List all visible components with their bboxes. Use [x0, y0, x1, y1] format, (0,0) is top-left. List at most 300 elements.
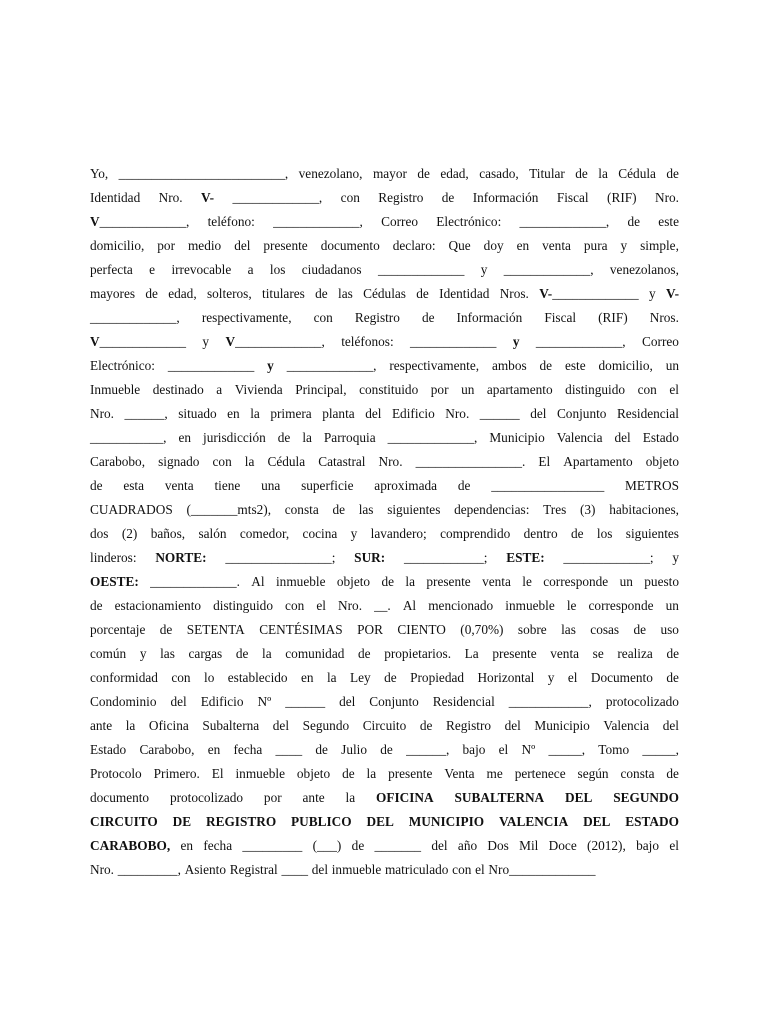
bold-word: DE — [172, 814, 192, 829]
word: porcentaje — [90, 622, 146, 637]
word-group — [273, 210, 363, 234]
text-line — [90, 234, 679, 258]
word: venta — [164, 478, 194, 493]
word: Información — [456, 310, 523, 325]
word: Identidad — [439, 286, 490, 301]
word: Oficina — [148, 718, 189, 733]
word-group — [568, 666, 578, 690]
word-group — [461, 378, 474, 402]
word-group — [536, 330, 626, 354]
word: Condominio — [90, 694, 157, 709]
bold-word: DEL — [565, 790, 593, 805]
word: ________________. — [415, 454, 526, 469]
word-group — [557, 426, 603, 450]
word: irrevocable — [171, 262, 232, 277]
word-group — [617, 642, 652, 666]
word-group — [669, 378, 679, 402]
word: del — [431, 838, 448, 853]
word-group — [287, 354, 377, 378]
word: Nro. — [158, 190, 183, 205]
word: de — [235, 646, 249, 661]
word-group — [285, 690, 325, 714]
word: y — [648, 286, 656, 301]
text-line — [90, 594, 679, 618]
word-group — [314, 306, 333, 330]
word-group — [376, 786, 434, 810]
word: de — [419, 718, 433, 733]
word-group — [500, 282, 529, 306]
word: objeto — [645, 454, 679, 469]
word-group — [201, 690, 244, 714]
word: de — [441, 190, 455, 205]
word-group — [666, 282, 679, 306]
word: de — [666, 670, 679, 685]
word-group — [431, 834, 447, 858]
text-line — [90, 162, 679, 186]
word-group — [90, 546, 137, 570]
word-group — [598, 306, 628, 330]
word: de — [384, 670, 397, 685]
word-group — [589, 594, 654, 618]
word-group — [318, 450, 365, 474]
word-group — [170, 690, 186, 714]
word: _______ — [374, 838, 422, 853]
word-group — [482, 570, 511, 594]
word: Nro. — [378, 454, 403, 469]
word-group — [613, 786, 679, 810]
bold-word: CARABOBO, — [90, 838, 171, 853]
word: de — [416, 286, 429, 301]
word-group — [188, 234, 221, 258]
word: pura — [583, 238, 608, 253]
word: _____________ — [552, 286, 639, 301]
word-group — [479, 162, 519, 186]
word: el — [567, 670, 578, 685]
word-group — [297, 762, 330, 786]
bold-word: SUBALTERNA — [454, 790, 545, 805]
word: se — [592, 646, 604, 661]
word-group — [381, 570, 394, 594]
word-group — [278, 426, 291, 450]
word-group — [515, 762, 566, 786]
word: Que — [448, 238, 471, 253]
word-group — [410, 666, 464, 690]
word: del — [365, 406, 382, 421]
word-group — [90, 834, 170, 858]
word: me — [486, 766, 503, 781]
bold-word: V- — [665, 286, 679, 301]
word-group — [505, 714, 521, 738]
word-group — [492, 642, 536, 666]
word: Yo, — [90, 166, 109, 181]
word: Registro — [378, 190, 424, 205]
word: este — [658, 214, 679, 229]
word: _____________, — [286, 358, 377, 373]
word: venta — [550, 646, 580, 661]
word: el — [475, 862, 485, 877]
word: Circuito — [362, 718, 407, 733]
word-group — [583, 810, 610, 834]
word: Electrónico: — [90, 358, 155, 373]
word: el — [669, 838, 679, 853]
word: consta — [620, 766, 655, 781]
word: Registro — [354, 310, 400, 325]
word: pertenece — [514, 766, 566, 781]
word-group — [539, 282, 638, 306]
word-group — [303, 714, 350, 738]
word-group — [367, 810, 394, 834]
bold-word: ESTE: — [506, 550, 545, 565]
word-group — [276, 738, 303, 762]
word-group — [417, 162, 430, 186]
word: de — [381, 574, 395, 589]
word: esta — [123, 478, 145, 493]
word: casado, — [479, 166, 519, 181]
word: las — [358, 502, 374, 517]
word-group — [119, 162, 289, 186]
word-group — [208, 738, 221, 762]
word: de — [315, 742, 328, 757]
word: primera — [270, 406, 312, 421]
word-group — [178, 402, 216, 426]
word: _____________, — [232, 190, 323, 205]
word: de — [666, 166, 679, 181]
word: de — [627, 214, 641, 229]
word: las — [561, 622, 576, 637]
word-group — [90, 258, 133, 282]
word-group — [208, 210, 255, 234]
word: Doce — [548, 838, 577, 853]
word: POR — [357, 622, 383, 637]
word: de — [90, 478, 103, 493]
word: Municipio — [489, 430, 545, 445]
word-group — [409, 810, 484, 834]
word-group — [548, 666, 555, 690]
word-group — [357, 618, 383, 642]
text-line — [90, 186, 679, 210]
word-group — [240, 522, 289, 546]
word-group — [225, 546, 335, 570]
word: de — [351, 838, 365, 853]
word-group — [465, 642, 479, 666]
word-group — [504, 258, 594, 282]
word-group — [178, 426, 191, 450]
word: Conjunto — [369, 694, 419, 709]
word: Nº — [521, 742, 536, 757]
word: la — [250, 406, 260, 421]
word: la — [405, 574, 416, 589]
word: doy — [483, 238, 504, 253]
word: Estado — [642, 430, 679, 445]
word-group — [276, 570, 325, 594]
word: inmueble — [275, 574, 326, 589]
word: un — [461, 382, 475, 397]
word: matriculado — [384, 862, 449, 877]
word-group — [160, 642, 175, 666]
text-line — [90, 474, 679, 498]
word: METROS — [625, 478, 679, 493]
text-line — [90, 762, 679, 786]
word: del — [504, 718, 521, 733]
word-group — [245, 450, 255, 474]
word-group — [264, 786, 282, 810]
word: Principal, — [295, 382, 347, 397]
word-group — [440, 162, 468, 186]
text-line — [90, 738, 679, 762]
word: ciudadanos — [301, 262, 362, 277]
word: del — [234, 238, 251, 253]
word: ____________, — [508, 694, 592, 709]
word-group — [363, 282, 406, 306]
text-line — [90, 282, 679, 306]
word-group — [410, 330, 496, 354]
word: SETENTA — [186, 622, 245, 637]
word: Nro. — [338, 598, 363, 613]
word: _____, — [548, 742, 586, 757]
word-group — [202, 306, 292, 330]
word-group — [90, 354, 155, 378]
word-group — [598, 738, 629, 762]
word: presente — [492, 646, 537, 661]
word-group — [285, 594, 304, 618]
word-group — [203, 426, 266, 450]
word: mencionado — [428, 598, 494, 613]
word-group — [426, 570, 470, 594]
word: por — [263, 790, 282, 805]
word: _____________, — [535, 334, 626, 349]
word-group — [587, 834, 626, 858]
word: a — [247, 262, 254, 277]
word: _____________. — [150, 574, 240, 589]
word: Apartamento — [563, 454, 633, 469]
text-line — [90, 642, 679, 666]
word-group — [125, 402, 168, 426]
word: realiza — [617, 646, 653, 661]
word: documento — [90, 790, 150, 805]
word: en — [207, 742, 221, 757]
word-group — [259, 618, 342, 642]
word: este — [564, 358, 586, 373]
word-group — [550, 642, 579, 666]
word-group — [90, 714, 112, 738]
word-group — [621, 234, 628, 258]
word: los — [596, 526, 613, 541]
word: consta — [284, 502, 319, 517]
bold-word: CIRCUITO — [90, 814, 158, 829]
word: (RIF) — [598, 310, 628, 325]
word-group — [663, 714, 679, 738]
word-group — [379, 450, 403, 474]
word-group — [666, 666, 679, 690]
word: mayor — [372, 166, 407, 181]
word: en — [178, 430, 192, 445]
word: y — [480, 262, 488, 277]
word-group — [90, 162, 108, 186]
word: Carabobo, — [139, 742, 195, 757]
word: de — [633, 622, 647, 637]
bold-word: REGISTRO — [205, 814, 277, 829]
word: en — [516, 238, 530, 253]
word-group — [90, 282, 135, 306]
word: inmueble — [331, 862, 382, 877]
word-group — [90, 330, 186, 354]
word-group — [540, 354, 553, 378]
word: _________________________, — [118, 166, 289, 181]
word: Parroquia — [323, 430, 376, 445]
word-group — [315, 738, 328, 762]
word-group — [322, 402, 355, 426]
word: ante — [302, 790, 325, 805]
word: tiene — [214, 478, 241, 493]
word-group — [433, 690, 495, 714]
word-group — [160, 618, 173, 642]
word-group — [338, 282, 353, 306]
word: destinado — [152, 382, 204, 397]
word-group — [593, 642, 604, 666]
word: de — [277, 430, 291, 445]
word-group — [393, 234, 436, 258]
word-group — [422, 306, 435, 330]
word: de — [539, 358, 553, 373]
word: de — [342, 766, 355, 781]
word-group — [549, 834, 577, 858]
word: y — [547, 670, 555, 685]
word-group — [234, 234, 250, 258]
word-group — [544, 306, 576, 330]
word: Municipio — [534, 718, 590, 733]
word: Nro. — [445, 406, 470, 421]
word-group — [580, 498, 596, 522]
word-group — [626, 522, 679, 546]
word-group — [606, 690, 679, 714]
word-group — [302, 258, 362, 282]
word: con — [171, 670, 191, 685]
word-group — [509, 690, 592, 714]
word-group — [140, 642, 147, 666]
word-group — [281, 858, 308, 882]
text-line — [90, 402, 679, 426]
word-group — [350, 666, 371, 690]
word-group — [557, 186, 589, 210]
word-group — [636, 834, 659, 858]
word-group — [628, 210, 641, 234]
word: el — [498, 742, 509, 757]
word-group — [206, 810, 276, 834]
word: con — [212, 454, 232, 469]
word-group — [405, 570, 415, 594]
word-group — [90, 642, 126, 666]
word: ______, — [124, 406, 168, 421]
word: fecha — [233, 742, 263, 757]
word: un — [665, 598, 679, 613]
word-group — [621, 762, 655, 786]
word: con — [313, 310, 333, 325]
word-group — [638, 378, 657, 402]
word: en — [301, 670, 314, 685]
word-group — [666, 642, 679, 666]
word: _____________, — [273, 214, 363, 229]
text-line — [90, 834, 679, 858]
word: declaro: — [392, 238, 436, 253]
bold-word: V — [90, 214, 100, 229]
word: Nº — [257, 694, 272, 709]
word: dos — [90, 526, 109, 541]
word-group — [198, 522, 226, 546]
word-group — [316, 594, 326, 618]
word: mayores — [90, 286, 136, 301]
word-group — [365, 402, 381, 426]
text-line — [90, 690, 679, 714]
word-group — [158, 450, 199, 474]
word: Residencial — [616, 406, 679, 421]
word-group — [650, 306, 679, 330]
word: (0,70%) — [460, 622, 504, 637]
word: por — [430, 382, 449, 397]
word-group — [565, 378, 625, 402]
word: Fiscal — [544, 310, 577, 325]
word-group — [543, 498, 566, 522]
word-group — [369, 690, 419, 714]
word: Nros. — [499, 286, 529, 301]
word-group — [542, 234, 571, 258]
word: las — [338, 286, 353, 301]
word: salón — [198, 526, 227, 541]
word-group — [644, 570, 679, 594]
word: Cédula — [267, 454, 306, 469]
word-group — [115, 594, 201, 618]
word: Segundo — [302, 718, 350, 733]
word-group — [90, 234, 144, 258]
word: Mil — [519, 838, 539, 853]
word-group — [341, 330, 393, 354]
word: objeto — [296, 766, 331, 781]
text-line — [90, 498, 679, 522]
word-group — [561, 618, 576, 642]
word: Estado — [90, 742, 127, 757]
word: _____________; — [563, 550, 654, 565]
word: protocolizado — [605, 694, 679, 709]
word: medio — [187, 238, 222, 253]
bold-word: V- — [201, 190, 215, 205]
word-group — [439, 282, 489, 306]
word-group — [262, 282, 305, 306]
word-group — [584, 234, 608, 258]
word: con — [340, 190, 360, 205]
word-group — [153, 378, 204, 402]
word-group — [609, 498, 679, 522]
word-group — [384, 642, 451, 666]
word: de — [358, 646, 371, 661]
word-group — [207, 282, 252, 306]
word: de — [332, 502, 345, 517]
word-group — [378, 258, 464, 282]
word-group — [324, 426, 376, 450]
word: ante — [90, 718, 113, 733]
word-group — [155, 546, 206, 570]
word-group — [442, 186, 455, 210]
word: comprendido — [440, 526, 511, 541]
word-group — [431, 378, 449, 402]
word-group — [359, 498, 374, 522]
word-group — [475, 858, 485, 882]
word-group — [185, 858, 226, 882]
text-line — [90, 258, 679, 282]
word: común — [90, 646, 127, 661]
word: Propiedad — [410, 670, 465, 685]
bold-word: PUBLICO — [291, 814, 352, 829]
word-group — [189, 642, 223, 666]
word-group — [204, 666, 214, 690]
